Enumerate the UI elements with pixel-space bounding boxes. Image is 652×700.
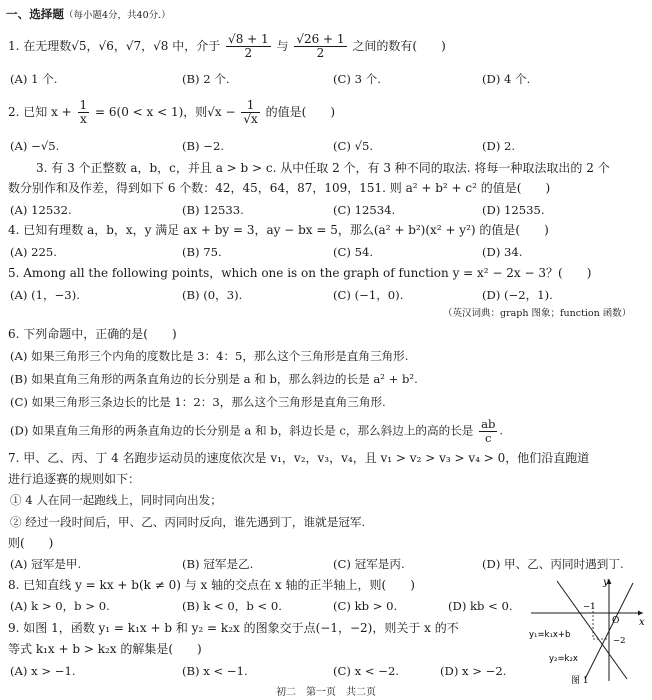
question-3-line-2: 数分别作和及作差，得到如下 6 个数：42，45，64，87，109，151. 则 a² + b² + c² 的值是( ): [8, 181, 551, 195]
q2-option-a: (A) −√5.: [10, 139, 60, 153]
q2-fraction-1: $\frac{1}{x}$: [79, 98, 88, 126]
q2-fraction-2: $\frac{1}{√x}$: [243, 98, 258, 126]
q1-option-a: (A) 1 个.: [10, 72, 58, 86]
q7-option-c: (C) 冠军是丙.: [333, 557, 405, 571]
q8-option-d: (D) kb < 0.: [448, 599, 513, 613]
q3-option-d: (D) 12535.: [482, 203, 545, 217]
y-axis-label: y: [603, 577, 609, 588]
q2-option-d: (D) 2.: [482, 139, 516, 153]
q1-option-c: (C) 3 个.: [333, 72, 381, 86]
q7-option-d: (D) 甲、乙、丙同时遇到丁.: [482, 557, 624, 571]
q7-option-a: (A) 冠军是甲.: [10, 557, 82, 571]
question-7-line-3: 则( ): [8, 536, 54, 550]
page-footer: 初二 第一页 共二页: [276, 687, 376, 698]
figure-1-graph: [527, 575, 647, 685]
q2-text-a: 2. 已知 x +: [8, 105, 72, 119]
q5-dictionary-note: （英汉词典：graph 图象；function 函数）: [443, 308, 632, 319]
q5-option-c: (C) (−1，0).: [333, 288, 404, 302]
q4-option-b: (B) 75.: [182, 245, 222, 259]
x-axis-arrow: [638, 611, 643, 616]
tick-neg2-label: −2: [613, 636, 626, 646]
section-header: [6, 6, 171, 24]
q3-option-a: (A) 12532.: [10, 203, 72, 217]
q1-text: 1. 在无理数√5，√6，√7，√8 中，介于: [8, 39, 221, 53]
q2-option-b: (B) −2.: [182, 139, 225, 153]
q7-option-b: (B) 冠军是乙.: [182, 557, 254, 571]
q9-option-c: (C) x < −2.: [333, 664, 400, 678]
q7-rule-2: ② 经过一段时间后，甲、乙、丙同时反向，谁先遇到丁，谁就是冠军.: [10, 515, 366, 529]
q6-option-d: [10, 418, 503, 445]
q4-option-c: (C) 54.: [333, 245, 374, 259]
question-9-line-1: 9. 如图 1，函数 y₁ = k₁x + b 和 y₂ = k₂x 的图象交于点(−1，−2)，则关于 x 的不: [8, 621, 459, 635]
q1-tail: 之间的数有( ): [352, 39, 446, 53]
q7-rule-1: ① 4 人在同一起跑线上，同时同向出发；: [10, 493, 222, 507]
q3-option-b: (B) 12533.: [182, 203, 244, 217]
question-4-stem: 4. 已知有理数 a，b，x，y 满足 ax + by = 3，ay − bx = 5，那么(a² + b²)(x² + y²) 的值是( ): [8, 223, 549, 237]
question-7-line-2: 进行追逐赛的规则如下：: [8, 472, 141, 486]
q2-tail: 的值是( ): [265, 105, 336, 119]
x-axis-label: x: [639, 617, 645, 628]
q1-fraction-2: $\frac{√26 + 1}{2}$: [296, 32, 345, 60]
q9-option-a: (A) x > −1.: [10, 664, 76, 678]
q6-option-b: (B) 如果直角三角形的两条直角边的长分别是 a 和 b，那么斜边的长是 a² + b².: [10, 372, 418, 386]
q6-option-d-fraction: $\frac{ab}{c}$: [481, 417, 496, 445]
question-1-stem: [8, 33, 446, 60]
line-y2-label: y₂=k₂x: [549, 654, 578, 664]
q6-option-d-end: .: [499, 423, 504, 438]
q1-option-d: (D) 4 个.: [482, 72, 531, 86]
q9-option-d: (D) x > −2.: [440, 664, 507, 678]
question-8-stem: 8. 已知直线 y = kx + b(k ≠ 0) 与 x 轴的交点在 x 轴的正半轴上，则( ): [8, 578, 415, 592]
question-6-stem: 6. 下列命题中，正确的是( ): [8, 327, 177, 341]
q6-option-d-text: (D) 如果直角三角形的两条直角边的长分别是 a 和 b，斜边长是 c，那么斜边上的高的长是: [10, 423, 474, 438]
q6-option-c: (C) 如果三角形三条边长的比是 1：2：3，那么这个三角形是直角三角形.: [10, 395, 386, 409]
question-5-stem: 5. Among all the following points，which one is on the graph of function y = x² − 2x − 3？( ): [8, 266, 592, 280]
q1-mid: 与: [276, 39, 289, 53]
question-9-line-2: 等式 k₁x + b > k₂x 的解集是( ): [8, 642, 202, 656]
q4-option-a: (A) 225.: [10, 245, 57, 259]
q6-option-a: (A) 如果三角形三个内角的度数比是 3：4：5，那么这个三角形是直角三角形.: [10, 349, 409, 363]
question-3-line-1: 3. 有 3 个正整数 a，b，c，并且 a > b > c. 从中任取 2 个，有 3 种不同的取法. 将每一种取法取出的 2 个: [36, 161, 610, 175]
q9-option-b: (B) x < −1.: [182, 664, 248, 678]
tick-neg1-label: −1: [583, 602, 596, 612]
q1-option-b: (B) 2 个.: [182, 72, 230, 86]
q4-option-d: (D) 34.: [482, 245, 523, 259]
q2-option-c: (C) √5.: [333, 139, 374, 153]
figure-caption: 图 1: [571, 676, 589, 685]
q5-option-b: (B) (0，3).: [182, 288, 243, 302]
q1-fraction-1: $\frac{√8 + 1}{2}$: [228, 32, 269, 60]
q8-option-a: (A) k > 0，b > 0.: [10, 599, 110, 613]
question-2-stem: [8, 99, 335, 126]
section-note: （每小题4分，共40分.）: [63, 10, 171, 21]
question-7-line-1: 7. 甲、乙、丙、丁 4 名跑步运动员的速度依次是 v₁，v₂，v₃，v₄，且 v₁ > v₂ > v₃ > v₄ > 0，他们沿直跑道: [8, 451, 590, 465]
q5-option-a: (A) (1，−3).: [10, 288, 80, 302]
q8-option-c: (C) kb > 0.: [333, 599, 398, 613]
q2-text-b: = 6(0 < x < 1)，则√x −: [95, 105, 236, 119]
q3-option-c: (C) 12534.: [333, 203, 396, 217]
origin-label: O: [612, 616, 620, 626]
q5-option-d: (D) (−2，1).: [482, 288, 553, 302]
line-y1-label: y₁=k₁x+b: [529, 630, 571, 640]
q8-option-b: (B) k < 0，b < 0.: [182, 599, 282, 613]
section-title: 一、选择题: [6, 7, 64, 21]
